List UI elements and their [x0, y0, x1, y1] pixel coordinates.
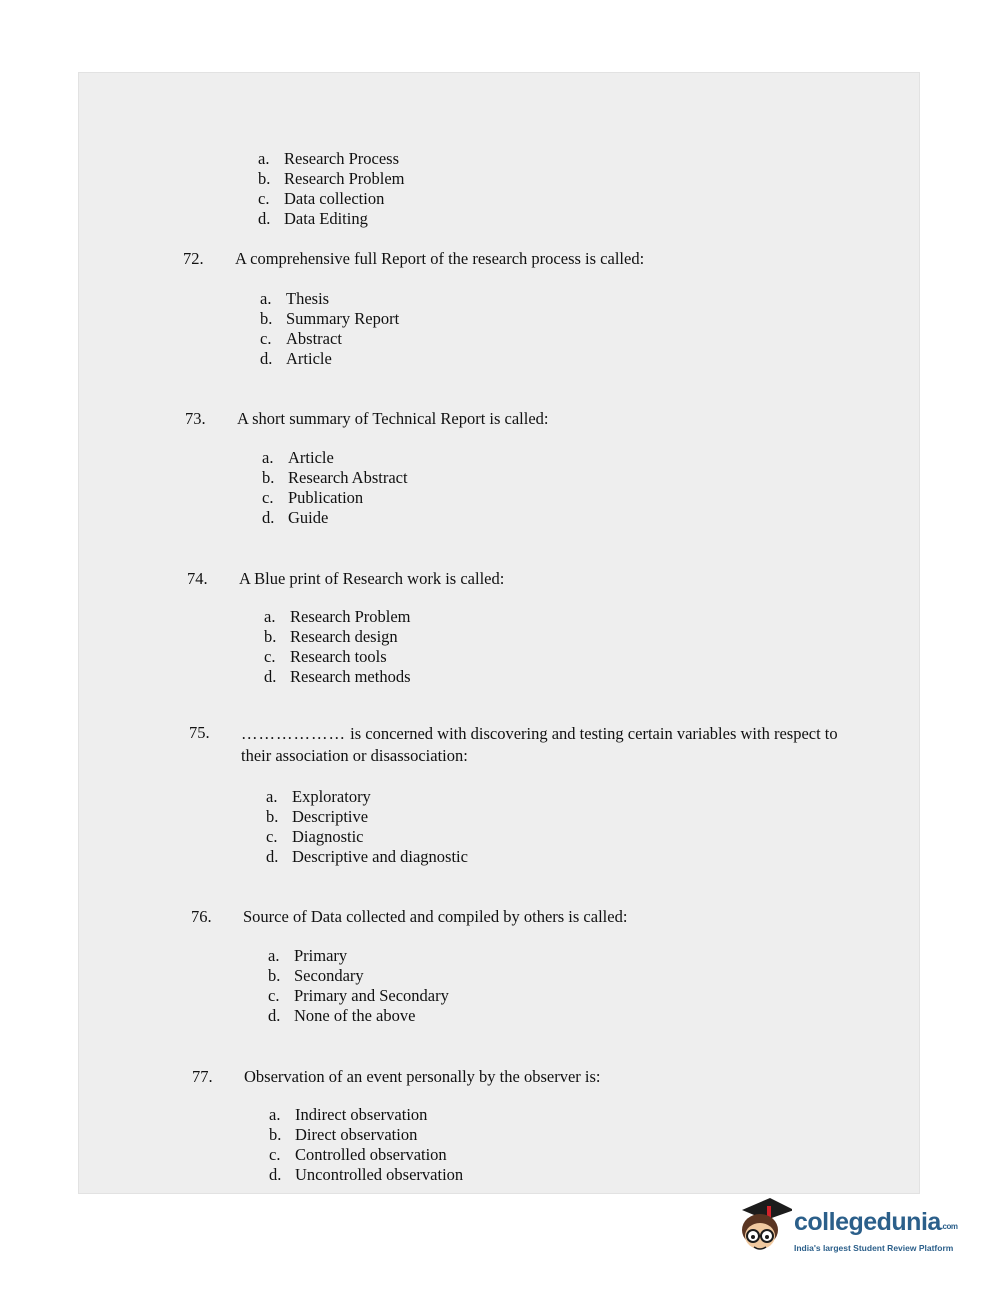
option-a: a. Research Problem	[264, 607, 411, 626]
question-number: 75.	[189, 723, 210, 742]
option-c: c. Controlled observation	[269, 1145, 447, 1164]
options-list	[260, 289, 399, 369]
option-d: d. Guide	[262, 508, 329, 527]
logo-tagline: India's largest Student Review Platform	[794, 1243, 954, 1253]
option-b: b. Direct observation	[269, 1125, 418, 1144]
question-number: 77.	[192, 1067, 213, 1086]
question-text: ……………… is concerned with discovering and testing certain variables with respect to their association or disassociation:	[241, 724, 838, 765]
mascot-icon	[736, 1196, 792, 1258]
option-d: d. Descriptive and diagnostic	[266, 847, 468, 866]
option-d: d. Data Editing	[258, 209, 368, 228]
option-d: d. None of the above	[268, 1006, 416, 1025]
question-number: 73.	[185, 409, 206, 428]
question-text: Observation of an event personally by the observer is:	[244, 1067, 601, 1086]
options-list	[268, 946, 449, 1026]
question-text: A comprehensive full Report of the research process is called:	[235, 249, 645, 268]
fill-in-blank: ………………	[241, 724, 346, 743]
question-text: Source of Data collected and compiled by others is called:	[243, 907, 628, 926]
option-a: a. Primary	[268, 946, 348, 965]
question-text: A short summary of Technical Report is called:	[237, 409, 549, 428]
question-number: 72.	[183, 249, 204, 268]
option-c: c. Research tools	[264, 647, 387, 666]
option-c: c. Data collection	[258, 189, 385, 208]
option-b: b. Research Abstract	[262, 468, 408, 487]
option-c: c. Abstract	[260, 329, 342, 348]
logo-wordmark: collegedunia.com	[794, 1208, 958, 1236]
collegedunia-logo[interactable]	[736, 1196, 966, 1266]
question-number: 76.	[191, 907, 212, 926]
options-list	[262, 448, 408, 528]
question-text: A Blue print of Research work is called:	[239, 569, 505, 588]
option-b: b. Research design	[264, 627, 398, 646]
options-list	[266, 787, 468, 867]
option-c: c. Diagnostic	[266, 827, 364, 846]
option-b: b. Secondary	[268, 966, 364, 985]
option-a: a. Indirect observation	[269, 1105, 428, 1124]
option-b: b. Summary Report	[260, 309, 400, 328]
option-b: b. Descriptive	[266, 807, 369, 826]
question-number: 74.	[187, 569, 208, 588]
option-c: c. Primary and Secondary	[268, 986, 449, 1005]
option-b: b. Research Problem	[258, 169, 405, 188]
option-d: d. Research methods	[264, 667, 411, 686]
options-list	[264, 607, 411, 687]
options-list	[258, 149, 405, 229]
option-c: c. Publication	[262, 488, 364, 507]
option-a: a. Thesis	[260, 289, 330, 308]
scanned-page	[78, 72, 920, 1194]
options-list	[269, 1105, 463, 1185]
option-d: d. Article	[260, 349, 332, 368]
option-a: a. Research Process	[258, 149, 400, 168]
option-a: a. Exploratory	[266, 787, 371, 806]
option-a: a. Article	[262, 448, 334, 467]
option-d: d. Uncontrolled observation	[269, 1165, 464, 1184]
